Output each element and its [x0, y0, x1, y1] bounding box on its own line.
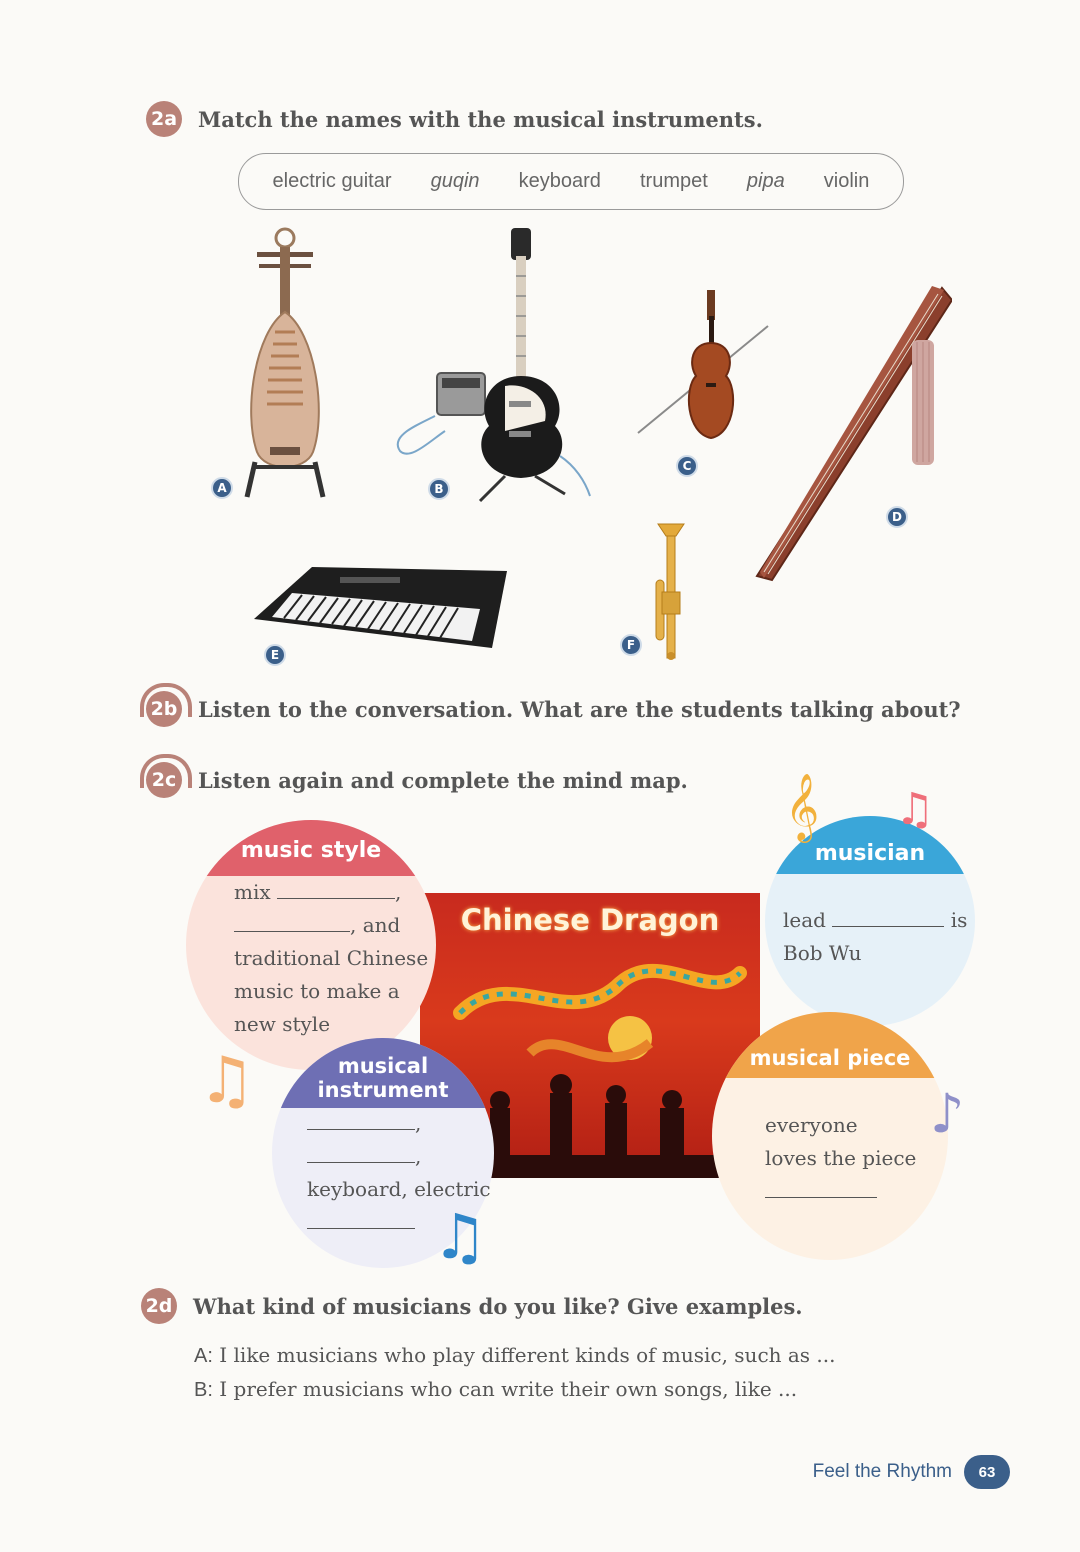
heading-line: instrument: [317, 1078, 449, 1102]
music-style-line: traditional Chinese: [234, 946, 429, 970]
music-style-heading: music style: [240, 838, 382, 863]
section-2a-header: [146, 101, 763, 137]
musician-line: is: [950, 908, 968, 932]
mind-map-center-title: Chinese Dragon: [460, 903, 720, 937]
word-bank-item: keyboard: [518, 170, 601, 192]
unit-title: Feel the Rhythm: [812, 1461, 952, 1482]
electric-guitar-image: [385, 226, 600, 506]
speaker-label: B:: [194, 1379, 213, 1401]
answer-blank[interactable]: [234, 914, 350, 932]
section-2c-header: [146, 762, 688, 798]
treble-clef-icon: 𝄞: [785, 772, 820, 840]
section-title: Listen again and complete the mind map.: [198, 767, 688, 793]
dialog-text: I prefer musicians who can write their own songs, like ...: [219, 1377, 798, 1401]
music-note-icon: ♫: [895, 784, 935, 835]
picture-label-f: F: [620, 634, 642, 656]
word-bank-item: trumpet: [639, 170, 708, 192]
musician-text: [783, 904, 967, 970]
music-note-icon: ♫: [432, 1200, 488, 1273]
heading-line: musical: [337, 1054, 429, 1078]
musical-piece-line: everyone: [765, 1113, 858, 1137]
dialog-line-a: [194, 1343, 836, 1368]
section-badge: 2c: [146, 762, 182, 798]
music-style-text: mix , , and traditional Chinese music to make a new style: [234, 876, 428, 1041]
section-badge: 2d: [141, 1288, 177, 1324]
answer-blank[interactable]: [765, 1180, 877, 1198]
word-bank-item: pipa: [746, 170, 785, 192]
music-style-line: , and: [350, 913, 401, 937]
picture-label-b: B: [428, 478, 450, 500]
musical-piece-heading: musical piece: [749, 1046, 911, 1070]
section-title: Listen to the conversation. What are the students talking about?: [198, 696, 961, 722]
musician-line: Bob Wu: [783, 941, 862, 965]
answer-blank[interactable]: [307, 1211, 415, 1229]
speaker-label: A:: [194, 1345, 213, 1367]
picture-label-c: C: [676, 455, 698, 477]
picture-label-d: D: [886, 506, 908, 528]
trumpet-image: [648, 520, 693, 662]
music-note-icon: ♫: [198, 1044, 256, 1118]
section-2b-header: [146, 691, 961, 727]
answer-blank[interactable]: [307, 1112, 415, 1130]
musician-heading: musician: [814, 841, 926, 866]
musical-piece-text: [765, 1109, 916, 1208]
section-badge: 2b: [146, 691, 182, 727]
answer-blank[interactable]: [307, 1145, 415, 1163]
musical-instrument-line: keyboard, electric: [307, 1177, 491, 1201]
music-note-icon: ♪: [930, 1082, 965, 1145]
answer-blank[interactable]: [832, 909, 944, 927]
page-footer: [813, 1455, 1010, 1489]
word-bank: [238, 153, 904, 210]
keyboard-image: [252, 563, 510, 653]
word-bank-item: electric guitar: [272, 170, 392, 192]
musical-instrument-text: , , keyboard, electric: [307, 1107, 491, 1239]
musical-instrument-heading: [272, 1054, 494, 1102]
page-number: 63: [964, 1455, 1010, 1489]
pipa-image: [235, 222, 335, 502]
section-2d-header: [141, 1288, 803, 1324]
musician-line: lead: [783, 908, 826, 932]
section-badge: 2a: [146, 101, 182, 137]
picture-label-e: E: [264, 644, 286, 666]
music-style-line: mix: [234, 880, 271, 904]
dialog-line-b: [194, 1377, 797, 1402]
word-bank-item: guqin: [430, 170, 480, 192]
answer-blank[interactable]: [277, 881, 395, 899]
picture-label-a: A: [211, 477, 233, 499]
word-bank-item: violin: [823, 170, 870, 192]
music-style-line: new style: [234, 1012, 331, 1036]
musical-piece-line: loves the piece: [765, 1146, 917, 1170]
music-style-line: music to make a: [234, 979, 400, 1003]
guqin-image: [752, 280, 952, 590]
section-title: What kind of musicians do you like? Give examples.: [193, 1293, 803, 1319]
section-title: Match the names with the musical instruments.: [198, 106, 763, 132]
dialog-text: I like musicians who play different kinds of music, such as ...: [219, 1343, 836, 1367]
